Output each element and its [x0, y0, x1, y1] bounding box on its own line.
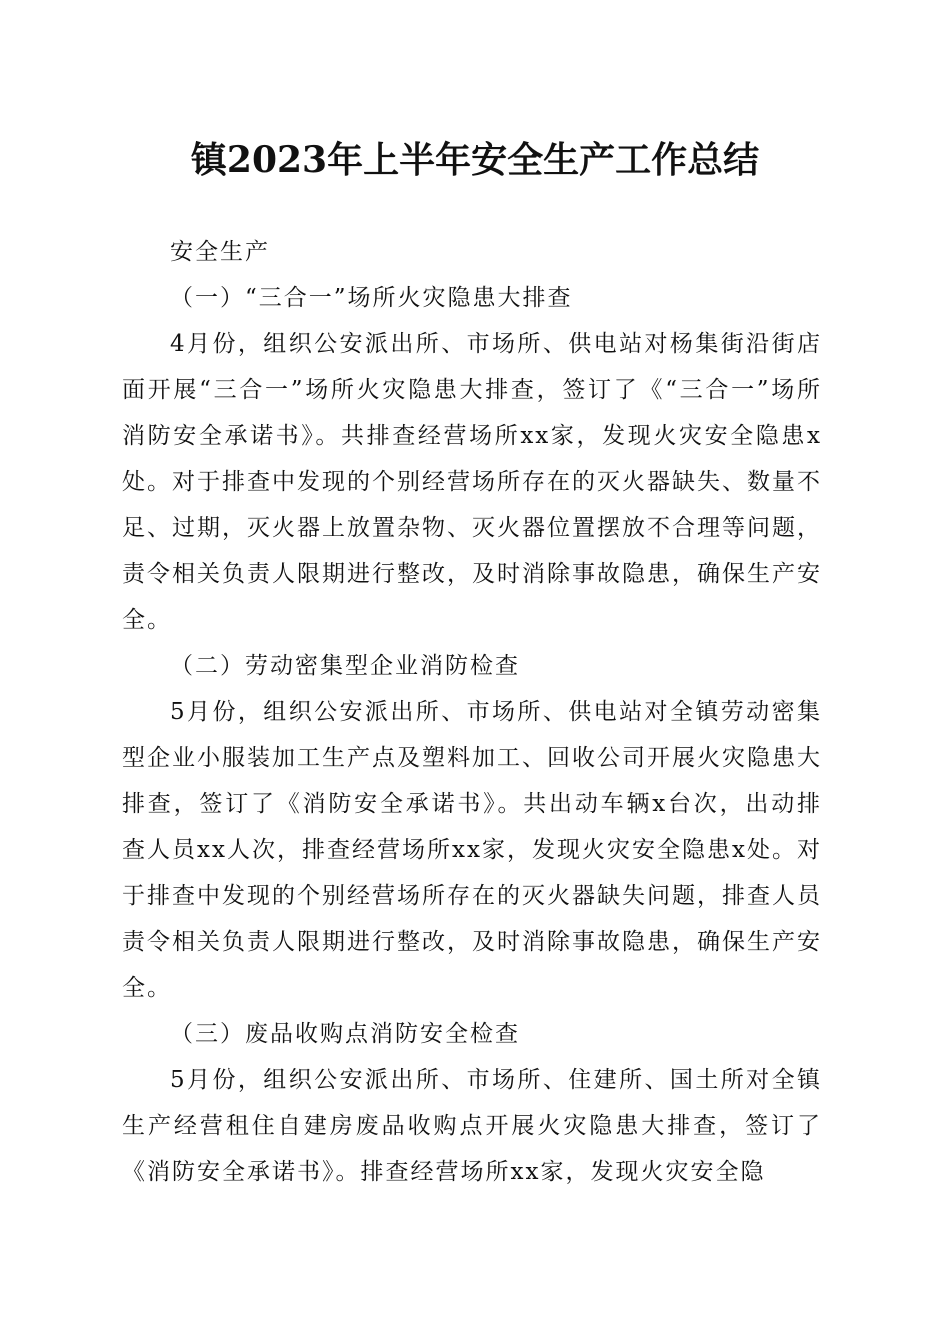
item-paragraph-3: 5月份，组织公安派出所、市场所、住建所、国土所对全镇生产经营租住自建房废品收购点开展火灾隐患大排查，签订了《消防安全承诺书》。排查经营场所xx家，发现火灾安全隐 — [122, 1067, 822, 1185]
document-body — [122, 229, 822, 1195]
document-title: 镇2023年上半年安全生产工作总结 — [190, 139, 760, 181]
item-heading-3: （三）废品收购点消防安全检查 — [170, 1021, 520, 1047]
item-paragraph-1: 4月份，组织公安派出所、市场所、供电站对杨集街沿街店面开展“三合一”场所火灾隐患大排查，签订了《“三合一”场所消防安全承诺书》。共排查经营场所xx家，发现火灾安全隐患x处。对于排查中发现的个别经营场所存在的灭火器缺失、数量不足、过期，灭火器上放置杂物、灭火器位置摆放不合理等问题，责令相关负责人限期进行整改，及时消除事故隐患，确保生产安全。 — [122, 331, 822, 633]
item-paragraph-2: 5月份，组织公安派出所、市场所、供电站对全镇劳动密集型企业小服装加工生产点及塑料加工、回收公司开展火灾隐患大排查，签订了《消防安全承诺书》。共出动车辆x台次，出动排查人员xx人次，排查经营场所xx家，发现火灾安全隐患x处。对于排查中发现的个别经营场所存在的灭火器缺失问题，排查人员责令相关负责人限期进行整改，及时消除事故隐患，确保生产安全。 — [122, 699, 822, 1001]
item-heading-2: （二）劳动密集型企业消防检查 — [170, 653, 520, 679]
section-label: 安全生产 — [170, 239, 270, 265]
item-heading-1: （一）“三合一”场所火灾隐患大排查 — [170, 285, 573, 311]
